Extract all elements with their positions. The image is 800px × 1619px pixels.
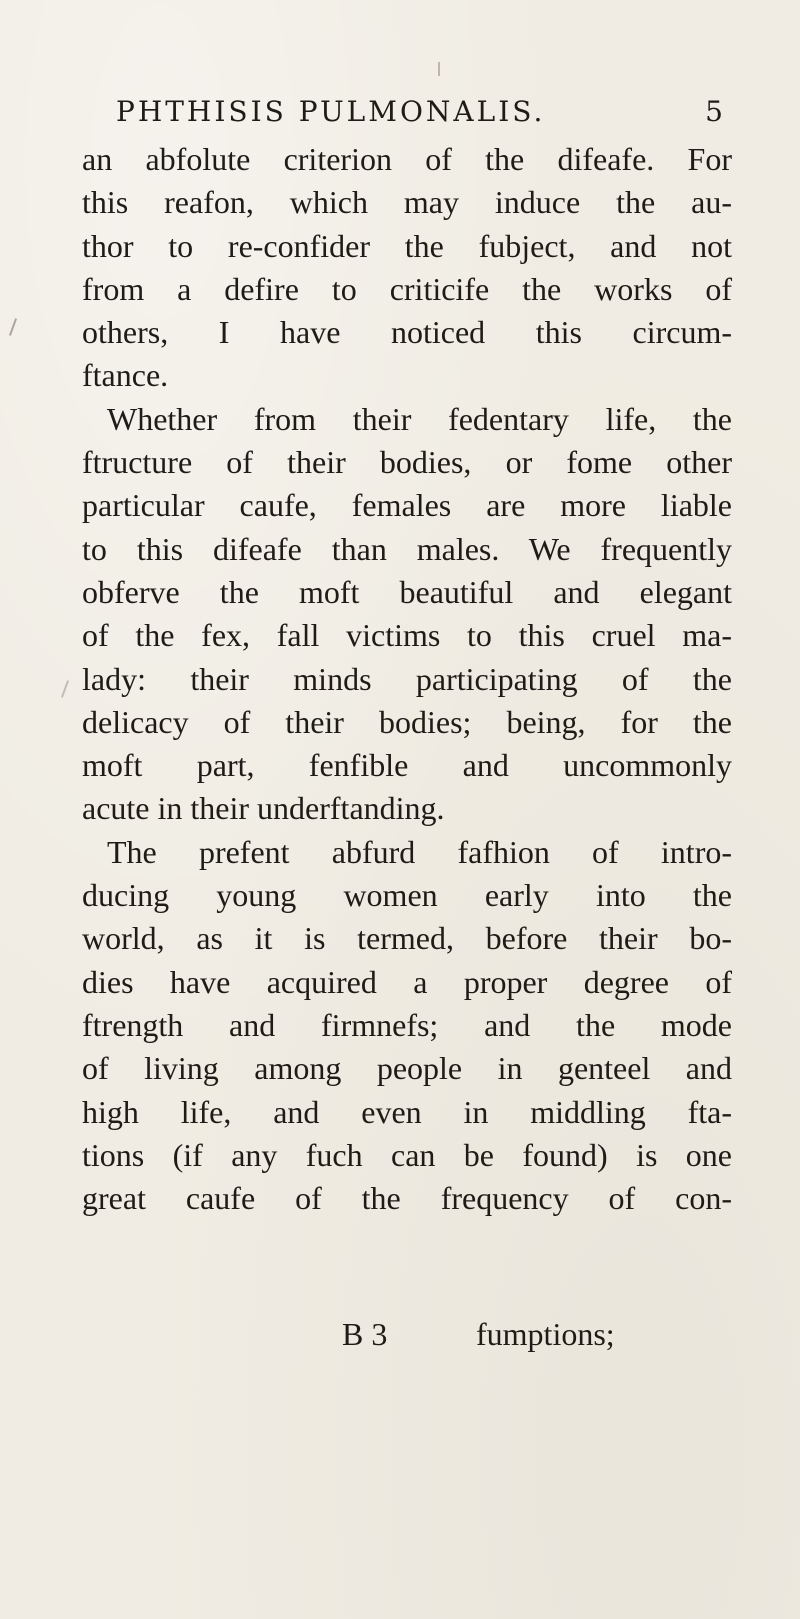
text-line: high life, and even in middling fta-	[82, 1093, 732, 1130]
text-line: lady: their minds participating of the	[82, 660, 732, 697]
text-line: world, as it is termed, before their bo-	[82, 920, 732, 957]
signature-mark: B 3	[342, 1316, 388, 1352]
running-head: PHTHISIS PULMONALIS.	[116, 95, 546, 128]
text-line: an abfolute criterion of the difeafe. For	[82, 141, 732, 177]
page-header	[116, 92, 726, 132]
body-text	[82, 138, 732, 1220]
text-line: from a defire to criticife the works of	[82, 270, 732, 307]
margin-mark	[9, 318, 17, 336]
text-line: ducing young women early into the	[82, 877, 732, 914]
text-line: ftrength and firmnefs; and the mode	[82, 1006, 732, 1043]
text-line: particular caufe, females are more liable	[82, 487, 732, 524]
text-line: of the fex, fall victims to this cruel ma-	[82, 617, 732, 654]
text-line: great caufe of the frequency of con-	[82, 1180, 732, 1217]
text-line: moft part, fenfible and uncommonly	[82, 747, 732, 784]
page-number: 5	[705, 95, 726, 128]
margin-mark	[61, 680, 69, 698]
page-footer	[342, 1313, 682, 1356]
text-line: delicacy of their bodies; being, for the	[82, 703, 732, 740]
text-line: ftance.	[82, 357, 169, 394]
text-line: tions (if any fuch can be found) is one	[82, 1136, 732, 1173]
text-line: acute in their underftanding.	[82, 790, 445, 827]
text-line: obferve the moft beautiful and elegant	[82, 573, 732, 610]
text-line: Whether from their fedentary life, the	[107, 400, 732, 437]
catchword: fumptions;	[476, 1316, 615, 1352]
text-line: dies have acquired a proper degree of	[82, 963, 732, 1000]
text-line: The prefent abfurd fafhion of intro-	[107, 833, 732, 870]
printer-mark	[438, 62, 440, 76]
text-line: ftructure of their bodies, or fome other	[82, 444, 732, 481]
text-line: thor to re-confider the fubject, and not	[82, 227, 732, 264]
text-line: to this difeafe than males. We frequently	[82, 530, 732, 567]
text-line: this reafon, which may induce the au-	[82, 184, 732, 221]
text-line: others, I have noticed this circum-	[82, 314, 732, 351]
text-line: of living among people in genteel and	[82, 1050, 732, 1087]
